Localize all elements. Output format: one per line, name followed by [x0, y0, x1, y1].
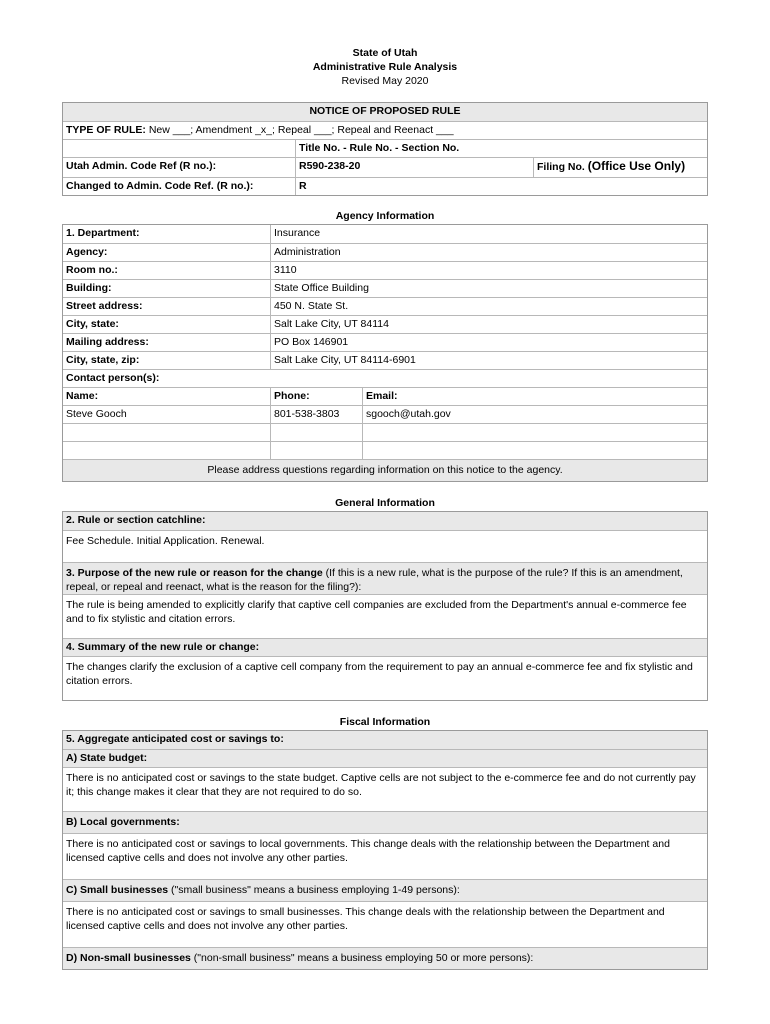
- street-label: Street address:: [66, 300, 143, 312]
- contact-label: Contact person(s):: [66, 372, 160, 384]
- state-budget-answer[interactable]: There is no anticipated cost or savings to the state budget. Captive cells are not subject to the e-commerce fee and do not currently pay it; this change makes it clear that they are not required to do so.: [66, 772, 696, 798]
- filing-note: (Office Use Only): [587, 159, 686, 173]
- title-no-header: Title No. - Rule No. - Section No.: [295, 140, 707, 157]
- state-title: State of Utah: [352, 47, 418, 59]
- contact-row: [63, 423, 707, 441]
- summary-label: 4. Summary of the new rule or change:: [66, 641, 260, 653]
- contact-phone-header: Phone:: [270, 388, 362, 405]
- city-state-zip-label: City, state, zip:: [66, 354, 140, 366]
- general-section-title: General Information: [335, 497, 435, 509]
- contact-email[interactable]: [362, 442, 707, 459]
- agency-label: Agency:: [66, 246, 108, 258]
- room-label: Room no.:: [66, 264, 118, 276]
- purpose-question: [63, 563, 707, 594]
- room-value[interactable]: 3110: [270, 262, 707, 279]
- notice-table: [62, 102, 708, 196]
- agency-section-title: Agency Information: [335, 210, 435, 222]
- contact-row: [63, 441, 707, 459]
- street-value[interactable]: 450 N. State St.: [270, 298, 707, 315]
- purpose-label: 3. Purpose of the new rule or reason for the change: [66, 567, 323, 579]
- city-state-zip-value[interactable]: Salt Lake City, UT 84114-6901: [270, 352, 707, 369]
- mailing-value[interactable]: PO Box 146901: [270, 334, 707, 351]
- purpose-answer[interactable]: The rule is being amended to explicitly clarify that captive cell companies are excluded from the Department's annual e-commerce fee and to fix stylistic and citation errors.: [66, 599, 687, 625]
- form-title: Administrative Rule Analysis: [312, 61, 458, 73]
- catchline-label: 2. Rule or section catchline:: [66, 514, 206, 526]
- fiscal-section-title: Fiscal Information: [339, 716, 431, 728]
- non-small-business-note: ("non-small business" means a business employing 50 or more persons):: [190, 952, 534, 964]
- notice-title: NOTICE OF PROPOSED RULE: [309, 105, 461, 117]
- contact-name[interactable]: [63, 424, 270, 441]
- contact-name[interactable]: Steve Gooch: [66, 408, 127, 420]
- purpose-note: (If this is a new rule, what is the purpose of the rule? If this is an amendment, repeal, or repeal and reenact, what is the reason for the filing?):: [66, 567, 683, 593]
- blank-cell: [63, 140, 295, 157]
- contact-phone[interactable]: 801-538-3803: [270, 406, 362, 423]
- revision-date: Revised May 2020: [341, 75, 429, 87]
- aggregate-cost-label: 5. Aggregate anticipated cost or savings to:: [66, 733, 284, 745]
- filing-no: [533, 158, 707, 177]
- contact-phone[interactable]: [270, 442, 362, 459]
- code-ref-label: Utah Admin. Code Ref (R no.):: [66, 160, 217, 172]
- local-gov-answer[interactable]: There is no anticipated cost or savings to local governments. This change deals with the relationship between the Department and licensed captive cells and does not involve any other parties.: [66, 838, 670, 864]
- rule-type-options: New ___; Amendment _x_; Repeal ___; Repeal and Reenact ___: [145, 124, 454, 136]
- agency-note: Please address questions regarding information on this notice to the agency.: [207, 464, 563, 476]
- contact-email[interactable]: sgooch@utah.gov: [362, 406, 707, 423]
- changed-ref-label: Changed to Admin. Code Ref. (R no.):: [66, 180, 254, 192]
- agency-value[interactable]: Administration: [270, 244, 707, 261]
- non-small-business-label: D) Non-small businesses: [66, 952, 191, 964]
- mailing-label: Mailing address:: [66, 336, 149, 348]
- small-business-question: [63, 880, 707, 901]
- city-state-label: City, state:: [66, 318, 119, 330]
- building-value[interactable]: State Office Building: [270, 280, 707, 297]
- contact-name-header: Name:: [66, 390, 99, 402]
- code-ref-value[interactable]: R590-238-20: [295, 158, 533, 177]
- small-business-answer[interactable]: There is no anticipated cost or savings to small businesses. This change deals with the relationship between the Department and licensed captive cells and does not involve any other parties.: [66, 906, 665, 932]
- non-small-business-question: [63, 948, 707, 969]
- contact-name[interactable]: [63, 442, 270, 459]
- filing-label: Filing No.: [537, 161, 585, 173]
- catchline-answer[interactable]: Fee Schedule. Initial Application. Renewal.: [66, 535, 265, 547]
- general-table: [62, 511, 708, 701]
- contact-email-header: Email:: [362, 388, 707, 405]
- contact-email[interactable]: [362, 424, 707, 441]
- small-business-note: ("small business" means a business employing 1-49 persons):: [168, 884, 460, 896]
- state-budget-label: A) State budget:: [66, 752, 148, 764]
- small-business-label: C) Small businesses: [66, 884, 169, 896]
- rule-type-line: [63, 122, 707, 139]
- agency-table: [62, 224, 708, 482]
- contact-row: [63, 405, 707, 423]
- local-gov-label: B) Local governments:: [66, 816, 180, 828]
- department-label: 1. Department:: [66, 227, 140, 239]
- department-value[interactable]: Insurance: [270, 225, 707, 243]
- fiscal-table: [62, 730, 708, 970]
- changed-ref-value[interactable]: R: [295, 178, 707, 195]
- rule-type-label: TYPE OF RULE:: [66, 124, 146, 136]
- building-label: Building:: [66, 282, 112, 294]
- summary-answer[interactable]: The changes clarify the exclusion of a captive cell company from the requirement to pay an annual e-commerce fee and fix stylistic and citation errors.: [66, 661, 693, 687]
- contact-phone[interactable]: [270, 424, 362, 441]
- city-state-value[interactable]: Salt Lake City, UT 84114: [270, 316, 707, 333]
